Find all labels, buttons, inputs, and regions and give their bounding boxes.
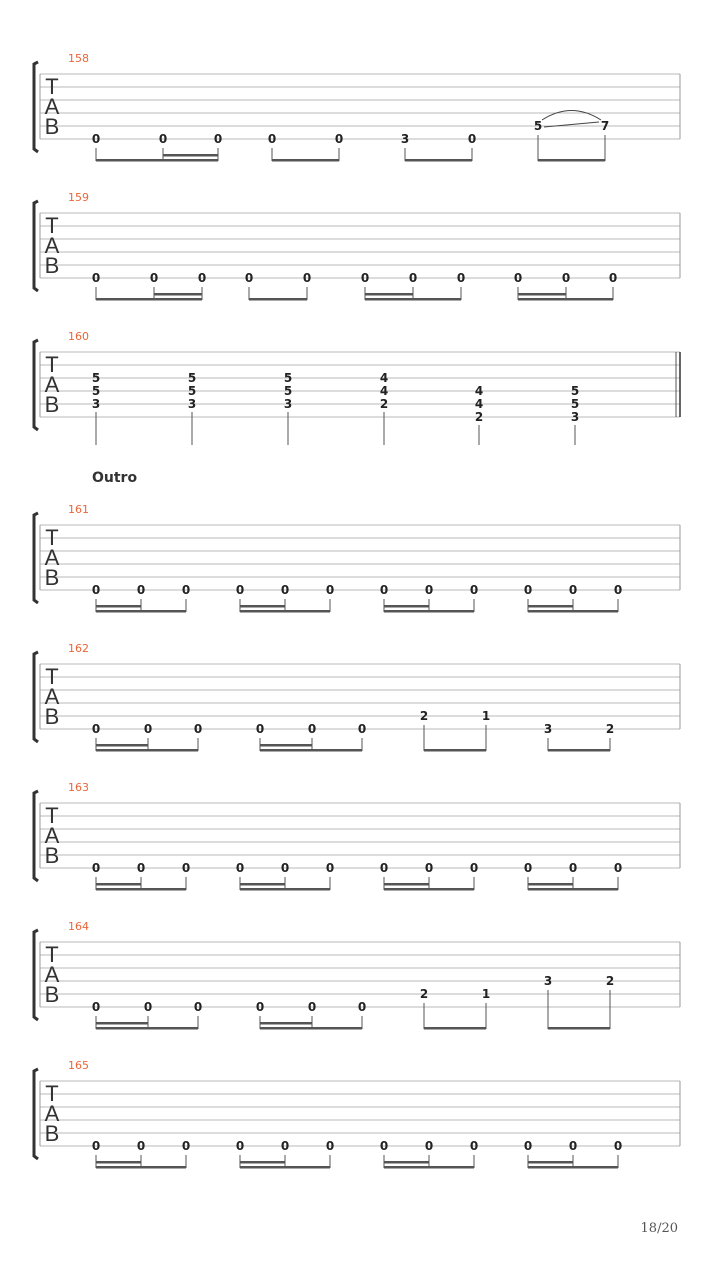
fret-number: 0: [213, 132, 223, 146]
fret-number: 0: [467, 132, 477, 146]
tab-clef-letter: T: [45, 664, 59, 689]
fret-number: 0: [334, 132, 344, 146]
tab-system: [34, 52, 680, 162]
measure-number: 165: [68, 1059, 89, 1072]
secondary-beam: [528, 1161, 573, 1164]
fret-number: 4: [474, 384, 484, 398]
fret-number: 0: [613, 583, 623, 597]
beam: [96, 749, 198, 752]
fret-number: 0: [235, 1139, 245, 1153]
tab-clef-letter: T: [45, 803, 59, 828]
system-bracket: [34, 340, 38, 430]
secondary-beam: [384, 883, 429, 886]
fret-number: 0: [523, 1139, 533, 1153]
beam: [96, 610, 186, 613]
tab-clef-letter: A: [44, 962, 60, 987]
fret-number: 0: [469, 861, 479, 875]
fret-number: 7: [600, 119, 610, 133]
fret-number: 0: [91, 271, 101, 285]
fret-number: 3: [400, 132, 410, 146]
fret-number: 0: [325, 583, 335, 597]
fret-number: 0: [325, 1139, 335, 1153]
fret-number: 0: [379, 861, 389, 875]
secondary-beam: [365, 293, 413, 296]
fret-number: 0: [613, 861, 623, 875]
fret-number: 0: [568, 861, 578, 875]
fret-number: 0: [193, 1000, 203, 1014]
secondary-beam: [96, 605, 141, 608]
fret-number: 0: [523, 861, 533, 875]
beam: [528, 1166, 618, 1169]
fret-number: 0: [424, 583, 434, 597]
fret-number: 5: [91, 384, 101, 398]
fret-number: 5: [570, 384, 580, 398]
fret-number: 0: [267, 132, 277, 146]
tab-system: [34, 503, 680, 613]
fret-number: 0: [255, 1000, 265, 1014]
system-bracket: [34, 930, 38, 1020]
beam: [96, 1166, 186, 1169]
secondary-beam: [96, 1022, 148, 1025]
secondary-beam: [260, 1022, 312, 1025]
beam: [96, 159, 218, 162]
fret-number: 0: [91, 1139, 101, 1153]
fret-number: 4: [379, 384, 389, 398]
fret-number: 5: [283, 371, 293, 385]
tab-clef-letter: T: [45, 352, 59, 377]
fret-number: 0: [325, 861, 335, 875]
tab-clef-letter: B: [44, 253, 60, 278]
tab-clef-letter: A: [44, 684, 60, 709]
fret-number: 3: [187, 397, 197, 411]
fret-number: 0: [280, 861, 290, 875]
fret-number: 0: [613, 1139, 623, 1153]
fret-number: 0: [143, 722, 153, 736]
fret-number: 0: [357, 1000, 367, 1014]
beam: [518, 298, 613, 301]
fret-number: 0: [181, 583, 191, 597]
fret-number: 0: [379, 1139, 389, 1153]
tab-clef-letter: B: [44, 704, 60, 729]
fret-number: 0: [424, 861, 434, 875]
measure-number: 162: [68, 642, 89, 655]
tab-clef-letter: A: [44, 1101, 60, 1126]
fret-number: 0: [513, 271, 523, 285]
tab-clef-letter: B: [44, 982, 60, 1007]
fret-number: 5: [91, 371, 101, 385]
beam: [424, 749, 486, 752]
fret-number: 0: [456, 271, 466, 285]
measure-number: 161: [68, 503, 89, 516]
fret-number: 0: [469, 583, 479, 597]
tab-clef-letter: T: [45, 1081, 59, 1106]
secondary-beam: [96, 883, 141, 886]
fret-number: 3: [570, 410, 580, 424]
fret-number: 2: [474, 410, 484, 424]
fret-number: 0: [235, 583, 245, 597]
fret-number: 2: [605, 974, 615, 988]
tab-system: [34, 1059, 680, 1169]
beam: [96, 298, 202, 301]
fret-number: 0: [91, 583, 101, 597]
tab-system: [34, 642, 680, 752]
beam: [240, 610, 330, 613]
beam: [96, 888, 186, 891]
beam: [548, 1027, 610, 1030]
fret-number: 0: [568, 1139, 578, 1153]
fret-number: 5: [283, 384, 293, 398]
tab-clef-letter: B: [44, 392, 60, 417]
fret-number: 5: [533, 119, 543, 133]
system-bracket: [34, 62, 38, 152]
tab-clef-letter: A: [44, 94, 60, 119]
tab-system: [34, 781, 680, 891]
fret-number: 0: [91, 722, 101, 736]
tab-clef-letter: B: [44, 114, 60, 139]
beam: [249, 298, 307, 301]
secondary-beam: [163, 154, 218, 157]
fret-number: 1: [481, 709, 491, 723]
fret-number: 0: [357, 722, 367, 736]
fret-number: 0: [561, 271, 571, 285]
fret-number: 0: [158, 132, 168, 146]
fret-number: 0: [136, 583, 146, 597]
fret-number: 0: [360, 271, 370, 285]
tab-system: [34, 330, 680, 445]
secondary-beam: [518, 293, 566, 296]
fret-number: 0: [469, 1139, 479, 1153]
beam: [424, 1027, 486, 1030]
fret-number: 0: [91, 1000, 101, 1014]
secondary-beam: [384, 605, 429, 608]
tab-clef-letter: A: [44, 233, 60, 258]
page-number: 18/20: [640, 1221, 678, 1236]
secondary-beam: [240, 1161, 285, 1164]
fret-number: 0: [280, 1139, 290, 1153]
fret-number: 2: [419, 987, 429, 1001]
beam: [405, 159, 472, 162]
secondary-beam: [154, 293, 202, 296]
fret-number: 0: [608, 271, 618, 285]
fret-number: 0: [307, 722, 317, 736]
beam: [528, 610, 618, 613]
tab-clef-letter: B: [44, 1121, 60, 1146]
fret-number: 3: [543, 722, 553, 736]
system-bracket: [34, 652, 38, 742]
fret-number: 0: [255, 722, 265, 736]
tab-clef-letter: T: [45, 74, 59, 99]
fret-number: 0: [91, 132, 101, 146]
fret-number: 0: [136, 1139, 146, 1153]
secondary-beam: [240, 605, 285, 608]
fret-number: 0: [244, 271, 254, 285]
beam: [384, 1166, 474, 1169]
beam: [272, 159, 339, 162]
fret-number: 1: [481, 987, 491, 1001]
fret-number: 5: [187, 371, 197, 385]
beam: [538, 159, 605, 162]
secondary-beam: [384, 1161, 429, 1164]
section-label: Outro: [92, 470, 138, 486]
fret-number: 0: [181, 861, 191, 875]
system-bracket: [34, 513, 38, 603]
secondary-beam: [528, 605, 573, 608]
tab-clef-letter: T: [45, 213, 59, 238]
measure-number: 164: [68, 920, 89, 933]
fret-number: 3: [543, 974, 553, 988]
secondary-beam: [240, 883, 285, 886]
fret-number: 0: [379, 583, 389, 597]
fret-number: 0: [91, 861, 101, 875]
tab-clef-letter: B: [44, 565, 60, 590]
fret-number: 4: [474, 397, 484, 411]
fret-number: 2: [379, 397, 389, 411]
tab-clef-letter: T: [45, 942, 59, 967]
system-bracket: [34, 1069, 38, 1159]
fret-number: 2: [605, 722, 615, 736]
fret-number: 0: [408, 271, 418, 285]
measure-number: 160: [68, 330, 89, 343]
fret-number: 0: [568, 583, 578, 597]
measure-number: 158: [68, 52, 89, 65]
measure-number: 163: [68, 781, 89, 794]
fret-number: 0: [523, 583, 533, 597]
beam: [240, 1166, 330, 1169]
beam: [548, 749, 610, 752]
tab-clef-letter: B: [44, 843, 60, 868]
system-bracket: [34, 791, 38, 881]
secondary-beam: [96, 1161, 141, 1164]
secondary-beam: [528, 883, 573, 886]
fret-number: 0: [424, 1139, 434, 1153]
tab-clef-letter: A: [44, 372, 60, 397]
fret-number: 0: [136, 861, 146, 875]
fret-number: 5: [570, 397, 580, 411]
tab-clef-letter: A: [44, 545, 60, 570]
fret-number: 0: [197, 271, 207, 285]
fret-number: 0: [302, 271, 312, 285]
fret-number: 4: [379, 371, 389, 385]
tab-clef-letter: T: [45, 525, 59, 550]
measure-number: 159: [68, 191, 89, 204]
fret-number: 0: [149, 271, 159, 285]
tab-system: [34, 191, 680, 301]
beam: [384, 888, 474, 891]
fret-number: 0: [280, 583, 290, 597]
fret-number: 0: [307, 1000, 317, 1014]
fret-number: 0: [235, 861, 245, 875]
secondary-beam: [96, 744, 148, 747]
tab-system: [34, 920, 680, 1030]
system-bracket: [34, 201, 38, 291]
fret-number: 0: [143, 1000, 153, 1014]
beam: [260, 1027, 362, 1030]
beam: [240, 888, 330, 891]
fret-number: 0: [193, 722, 203, 736]
beam: [384, 610, 474, 613]
fret-number: 0: [181, 1139, 191, 1153]
tab-clef-letter: A: [44, 823, 60, 848]
secondary-beam: [260, 744, 312, 747]
slur-arc: [542, 111, 601, 121]
beam: [260, 749, 362, 752]
fret-number: 3: [91, 397, 101, 411]
beam: [528, 888, 618, 891]
fret-number: 5: [187, 384, 197, 398]
beam: [96, 1027, 198, 1030]
fret-number: 2: [419, 709, 429, 723]
fret-number: 3: [283, 397, 293, 411]
beam: [365, 298, 461, 301]
